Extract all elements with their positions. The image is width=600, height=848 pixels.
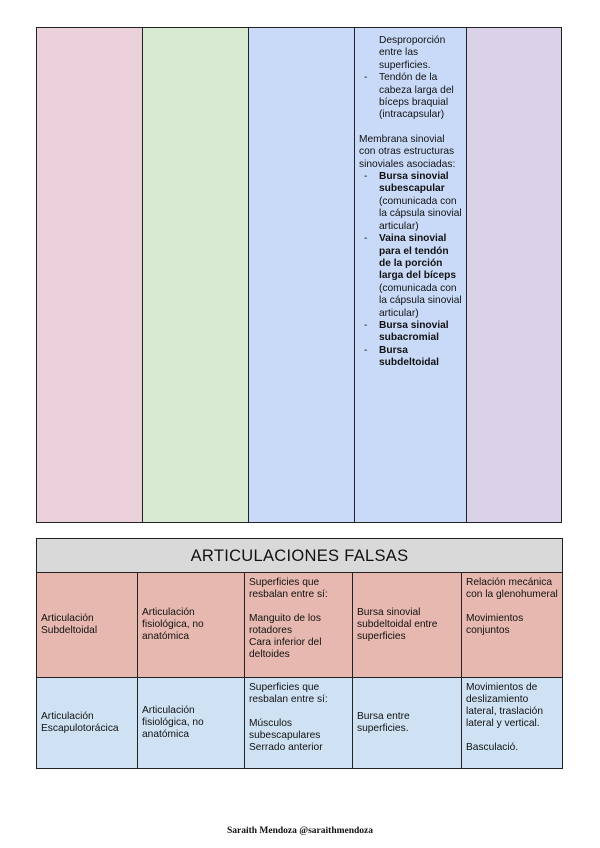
bursa-name: Bursa sinovial subescapular	[379, 171, 449, 195]
cell-pink	[37, 28, 143, 523]
joint-movement	[462, 573, 563, 678]
bursa-note: (comunicada con la cápsula sinovial articular)	[379, 282, 462, 319]
surface-line: Serrado anterior	[249, 742, 323, 753]
list-item	[359, 171, 463, 233]
continuation-row	[37, 28, 562, 523]
page-footer: Saraith Mendoza @saraithmendoza	[226, 826, 374, 836]
surface-line: Cara inferior del deltoides	[249, 637, 322, 660]
table-title: ARTICULACIONES FALSAS	[37, 539, 563, 573]
cell-purple	[467, 28, 562, 523]
movement-b: Basculació.	[466, 742, 519, 753]
joint-movement	[462, 678, 563, 769]
list-item: Desproporción entre las superficies.	[379, 35, 446, 71]
joint-type: Articulación fisiológica, no anatómica	[138, 678, 245, 769]
cell-blue	[249, 28, 355, 523]
table-row	[37, 678, 563, 769]
list-item	[359, 320, 463, 345]
joint-surfaces	[245, 678, 353, 769]
cell-green	[143, 28, 249, 523]
false-joints-table	[36, 538, 563, 769]
membrane-list	[359, 171, 463, 370]
surface-line: Músculos subescapulares	[249, 718, 321, 741]
movement-a: Relación mecánica con la glenohumeral	[466, 577, 558, 600]
table-row	[37, 573, 563, 678]
surfaces-intro: Superficies que resbalan entre sí:	[249, 682, 328, 705]
list-item: - Tendón de la cabeza larga del bíceps braquial (intracapsular)	[359, 72, 463, 122]
movement-a: Movimientos de deslizamiento lateral, traslación lateral y vertical.	[466, 682, 544, 729]
surfaces-intro: Superficies que resbalan entre sí:	[249, 577, 328, 600]
bursa-note: (comunicada con la cápsula sinovial articular)	[379, 195, 462, 232]
joint-bursa: Bursa sinovial subdeltoidal entre superficies	[353, 573, 462, 678]
bursa-name: Bursa subdeltoidal	[379, 344, 439, 369]
continuation-table	[36, 27, 562, 523]
joint-name: Articulación Subdeltoidal	[37, 573, 138, 678]
joint-bursa: Bursa entre superficies.	[353, 678, 462, 769]
surface-line: Manguito de los rotadores	[249, 613, 321, 636]
structures-list-top	[359, 35, 463, 122]
list-item	[359, 345, 463, 370]
joint-type: Articulación fisiológica, no anatómica	[138, 573, 245, 678]
cell-structures	[355, 28, 467, 523]
movement-b: Movimientos conjuntos	[466, 613, 524, 636]
membrane-intro: Membrana sinovial con otras estructuras sinoviales asociadas:	[359, 133, 456, 170]
bursa-name: Vaina sinovial para el tendón de la porción larga del bíceps	[379, 233, 457, 282]
joint-surfaces	[245, 573, 353, 678]
list-item	[359, 233, 463, 320]
joint-name: Articulación Escapulotorácica	[37, 678, 138, 769]
bursa-name: Bursa sinovial subacromial	[379, 319, 449, 344]
